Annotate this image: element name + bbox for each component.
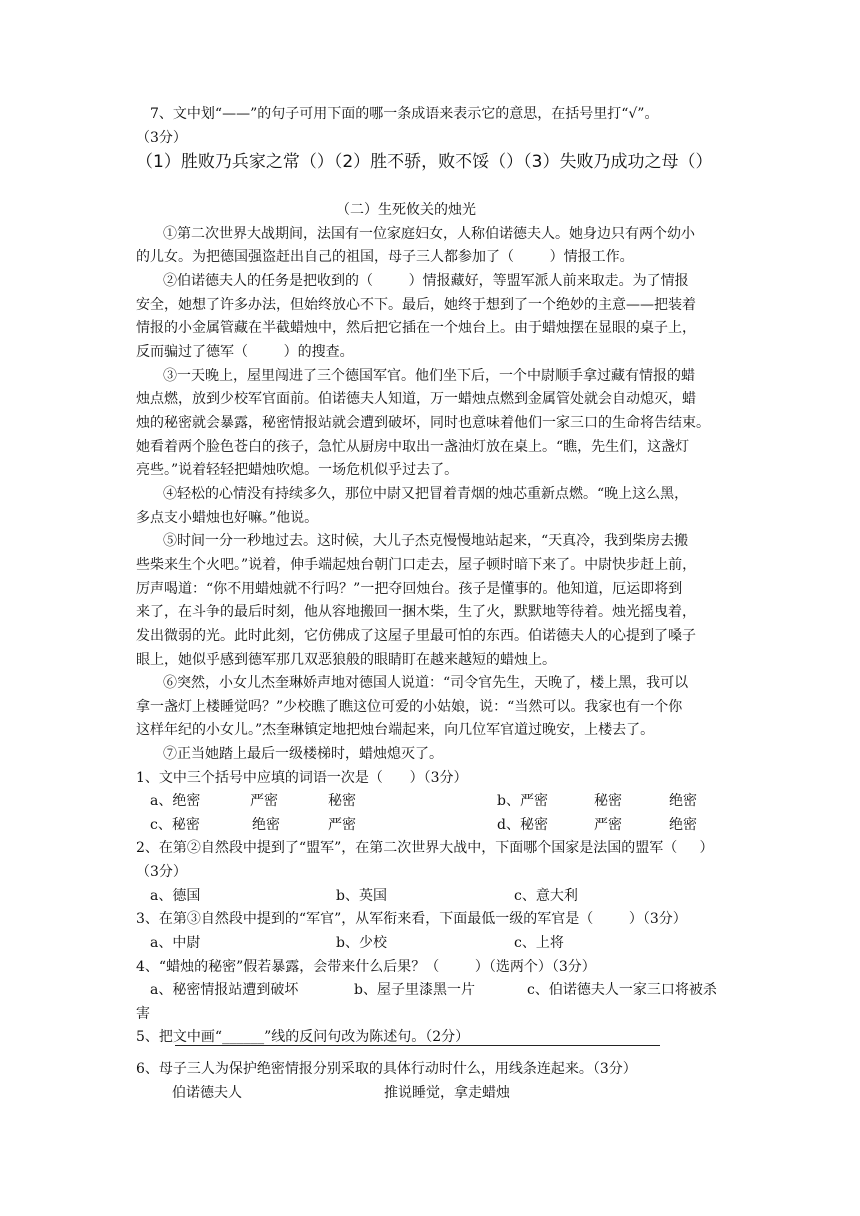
passage-line: 这样年纪的小女儿。”杰奎琳镇定地把烛台端起来，向几位军官道过晚安，上楼去了。 [136,722,655,738]
passage-line: 情报的小金属管藏在半截蜡烛中，然后把它插在一个烛台上。由于蜡烛摆在显眼的桌子上， [136,320,696,336]
passage-line: 烛点燃，放到少校军官面前。伯诺德夫人知道，万一蜡烛点燃到金属管处就会自动熄灭，蜡 [136,391,696,407]
q1-option-d-2: 严密 [594,817,622,833]
passage-line: 烛的秘密就会暴露，秘密情报站就会遭到破坏，同时也意味着他们一家三口的生命将告结束。 [136,415,710,431]
q3-option-b: b、少校 [336,935,387,951]
passage-line: 的儿女。为把德国强盗赶出自己的祖国，母子三人都参加了（ ）情报工作。 [136,249,634,265]
q7-options: （1）胜败乃兵家之常（）（2）胜不骄，败不馁（）（3）失败乃成功之母（） [136,152,713,172]
q1-option-c-2: 绝密 [252,817,280,833]
passage-title: （二）生死攸关的烛光 [336,202,476,218]
q6-left-item: 伯诺德夫人 [172,1085,242,1101]
q4-stem: 4、“蜡烛的秘密”假若暴露，会带来什么后果？（ ）（选两个）（3分） [136,959,596,975]
q7-stem: 7、文中划“——”的句子可用下面的哪一条成语来表示它的意思，在括号里打“√”。 [150,106,659,122]
q3-option-a: a、中尉 [150,935,201,951]
q1-option-d-1: d、秘密 [497,817,548,833]
passage-line: 来了，在斗争的最后时刻，他从容地搬回一捆木柴，生了火，默默地等待着。烛光摇曳着， [136,604,696,620]
passage-line: ⑦正当她踏上最后一级楼梯时，蜡烛熄灭了。 [163,746,443,762]
q7-score: （3分） [136,130,187,146]
q1-option-a-1: a、绝密 [150,793,201,809]
q2-score: （3分） [136,864,187,880]
passage-line: ③一天晚上，屋里闯进了三个德国军官。他们坐下后，一个中尉顺手拿过藏有情报的蜡 [163,368,695,384]
passage-line: 多点支小蜡烛也好嘛。”他说。 [136,510,319,526]
q1-option-c-3: 严密 [328,817,356,833]
q4-option-c: c、伯诺德夫人一家三口将被杀 [527,982,717,998]
passage-line: 发出微弱的光。此时此刻，它仿佛成了这屋子里最可怕的东西。伯诺德夫人的心提到了嗓子 [136,628,696,644]
q5-answer-line[interactable] [175,1045,660,1046]
q2-stem: 2、在第②自然段中提到了“盟军”，在第二次世界大战中，下面哪个国家是法国的盟军（ ） [136,840,714,856]
passage-line: ①第二次世界大战期间，法国有一位家庭妇女，人称伯诺德夫人。她身边只有两个幼小 [163,226,695,242]
q1-option-b-2: 秘密 [594,793,622,809]
passage-line: ④轻松的心情没有持续多久，那位中尉又把冒着青烟的烛芯重新点燃。“晚上这么黑， [163,486,689,502]
q3-option-c: c、上将 [514,935,564,951]
q2-option-a: a、德国 [150,888,201,904]
q3-stem: 3、在第③自然段中提到的“军官”，从军衔来看，下面最低一级的军官是（ ）（3分） [136,911,687,927]
q1-option-a-2: 严密 [250,793,278,809]
passage-line: 安全，她想了许多办法，但始终放心不下。最后，她终于想到了一个绝妙的主意——把装着 [136,297,696,313]
passage-line: ②伯诺德夫人的任务是把收到的（ ）情报藏好，等盟军派人前来取走。为了情报 [163,273,689,289]
q4-option-c-wrap: 害 [136,1006,150,1022]
q1-option-a-3: 秘密 [328,793,356,809]
q6-right-item: 推说睡觉，拿走蜡烛 [384,1085,510,1101]
q1-option-c-1: c、秘密 [150,817,200,833]
passage-line: 些柴来生个火吧。”说着，伸手端起烛台朝门口走去，屋子顿时暗下来了。中尉快步赶上前， [136,557,697,573]
passage-line: 厉声喝道：“你不用蜡烛就不行吗？”一把夺回烛台。孩子是懂事的。他知道，厄运即将到 [136,581,683,597]
passage-line: 反而骗过了德军（ ）的搜查。 [136,344,354,360]
q5-stem: 5、把文中画“______”线的反问句改为陈述句。（2分） [136,1029,470,1045]
passage-line: 拿一盏灯上楼睡觉吗？”少校瞧了瞧这位可爱的小姑娘，说：“当然可以。我家也有一个你 [136,699,683,715]
q1-option-b-3: 绝密 [669,793,697,809]
q2-option-c: c、意大利 [514,888,578,904]
passage-line: ⑥突然，小女儿杰奎琳娇声地对德国人说道：“司令官先生，天晚了，楼上黑，我可以 [163,675,689,691]
passage-line: ⑤时间一分一秒地过去。这时候，大儿子杰克慢慢地站起来，“天真冷，我到柴房去搬 [163,533,689,549]
passage-line: 眼上，她似乎感到德军那几双恶狼般的眼睛盯在越来越短的蜡烛上。 [136,652,556,668]
q1-stem: 1、文中三个括号中应填的词语一次是（ ）（3分） [136,770,468,786]
passage-line: 亮些。”说着轻轻把蜡烛吹熄。一场危机似乎过去了。 [136,462,459,478]
q2-option-b: b、英国 [336,888,387,904]
passage-line: 她看着两个脸色苍白的孩子，急忙从厨房中取出一盏油灯放在桌上。“瞧，先生们，这盏灯 [136,439,690,455]
q4-option-b: b、屋子里漆黑一片 [354,982,475,998]
q1-option-b-1: b、严密 [497,793,548,809]
q6-stem: 6、母子三人为保护绝密情报分别采取的具体行动时什么，用线条连起来。（3分） [136,1061,637,1077]
q4-option-a: a、秘密情报站遭到破坏 [150,982,299,998]
q1-option-d-3: 绝密 [669,817,697,833]
